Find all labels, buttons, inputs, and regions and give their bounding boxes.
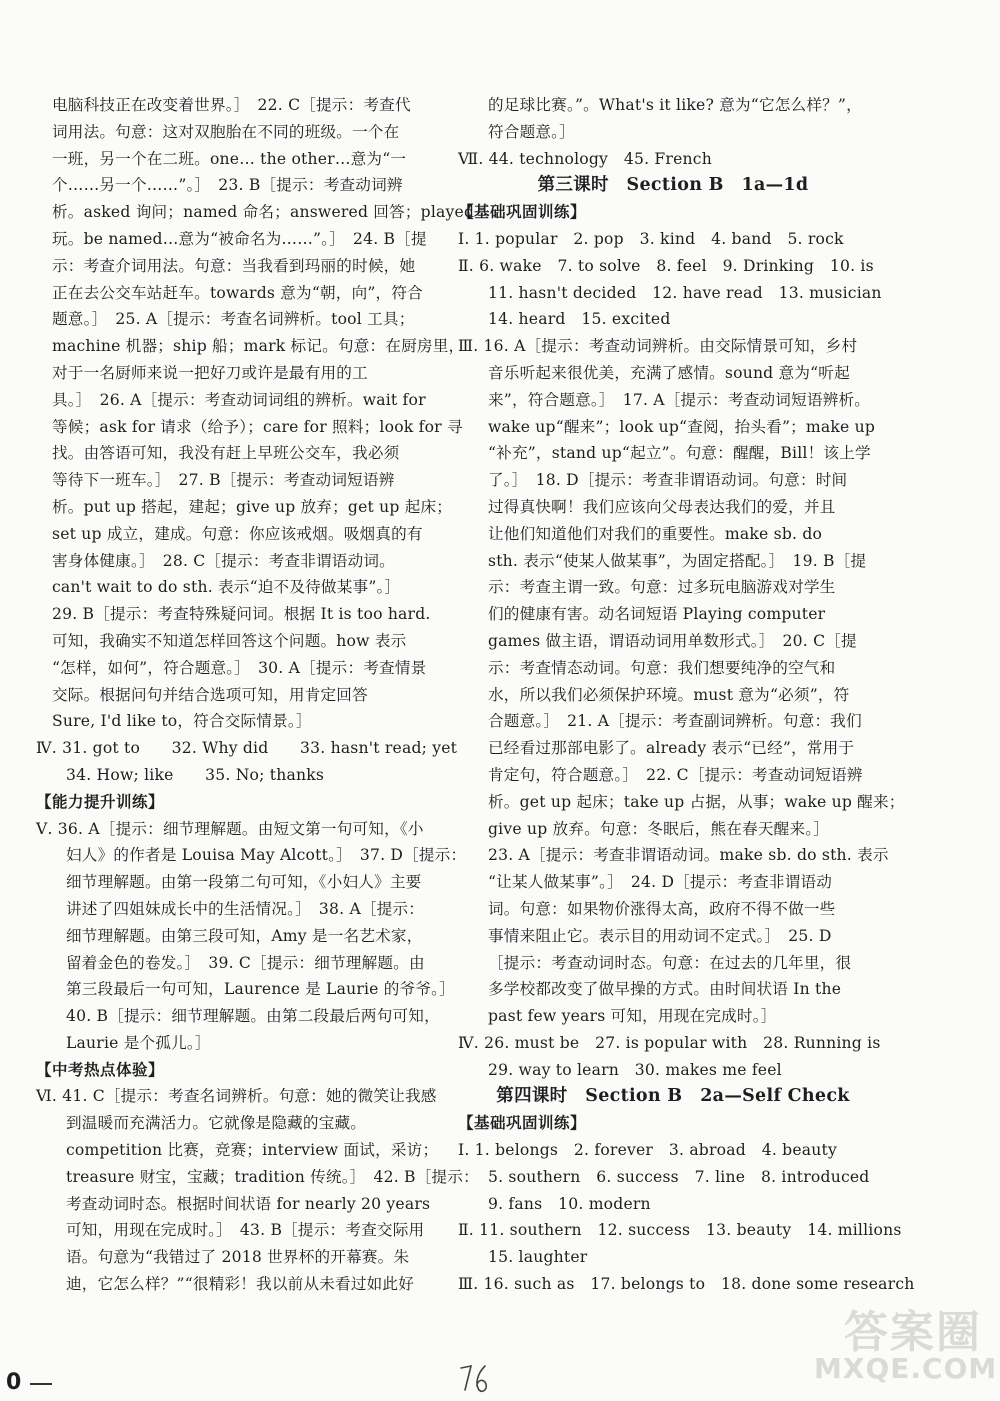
answer-line: 音乐听起来很优美，充满了感情。sound 意为“听起 [488, 363, 850, 382]
answer-line: 可知，我确实不知道怎样回答这个问题。how 表示 [52, 631, 407, 650]
answer-line: 14. heard 15. excited [488, 310, 671, 329]
answer-line: 了。］ 18. D［提示：考查非谓语动词。句意：时间 [488, 471, 848, 490]
answer-line: 妇人》的作者是 Louisa May Alcott。］ 37. D［提示： [66, 846, 467, 865]
answer-line: 示：考查情态动词。句意：我们想要纯净的空气和 [488, 658, 836, 677]
answer-line: 的足球比赛。”。What's it like? 意为“它怎么样？”， [488, 96, 862, 114]
answer-line: 具。］ 26. A［提示：考查动词词组的辨析。wait for [52, 390, 426, 409]
answer-line: past few years 可知，用现在完成时。］ [488, 1007, 777, 1026]
answer-line: 34. How; like 35. No; thanks [66, 765, 325, 784]
answer-line: Ⅱ. 11. southern 12. success 13. beauty 14. millions [458, 1221, 902, 1240]
answer-line: set up 成立，建成。句意：你应该戒烟。吸烟真的有 [52, 524, 423, 543]
answer-line: 来”，符合题意。］ 17. A［提示：考查动词短语辨析。 [488, 390, 871, 409]
answer-line: 肯定句，符合题意。］ 22. C［提示：考查动词短语辨 [488, 765, 863, 784]
answer-line: 事情来阻止它。表示目的用动词不定式。］ 25. D [488, 926, 832, 945]
section-heading: 【能力提升训练】 [36, 792, 165, 811]
answer-line: 细节理解题。由第三段可知，Amy 是一名艺术家， [66, 926, 423, 945]
answer-line: 23. A［提示：考查非谓语动词。make sb. do sth. 表示 [488, 846, 889, 865]
answer-line: 词用法。句意：这对双胞胎在不同的班级。一个在 [52, 122, 400, 141]
answer-line: 讲述了四姐妹成长中的生活情况。］ 38. A［提示： [66, 899, 425, 918]
watermark-url-text: MXQE.COM [814, 1352, 998, 1385]
answer-line: Ⅴ. 36. A［提示：细节理解题。由短文第一句可知，《小 [36, 819, 424, 838]
answer-line: Ⅰ. 1. belongs 2. forever 3. abroad 4. beauty [458, 1141, 837, 1160]
answer-line: Ⅰ. 1. popular 2. pop 3. kind 4. band 5. rock [458, 229, 844, 248]
answer-line: 示：考查主谓一致。句意：过多玩电脑游戏对学生 [488, 578, 836, 597]
page-number: 0 [6, 1370, 22, 1395]
answer-line: 正在去公交车站赶车。towards 意为“朝，向”，符合 [52, 283, 423, 302]
answer-line: 找。由答语可知，我没有赶上早班公交车，我必须 [52, 444, 400, 463]
answer-line: 让他们知道他们对我们的重要性。make sb. do [488, 524, 823, 543]
answer-line: 们的健康有害。动名词短语 Playing computer [488, 605, 826, 624]
answer-line: “怎样，如何”，符合题意。］ 30. A［提示：考查情景 [52, 658, 427, 677]
answer-line: 等待下一班车。］ 27. B［提示：考查动词短语辨 [52, 471, 395, 490]
answer-line: 析。asked 询问；named 命名；answered 回答；played [52, 203, 475, 222]
answer-line: 多学校都改变了做早操的方式。由时间状语 In the [488, 980, 842, 999]
section-heading: 【中考热点体验】 [36, 1060, 165, 1079]
answer-line: 留着金色的卷发。］ 39. C［提示：细节理解题。由 [66, 953, 425, 972]
answer-line: 15. laughter [488, 1248, 588, 1267]
answer-line: 示：考查介词用法。句意：当我看到玛丽的时候，她 [52, 256, 416, 275]
lesson-title: 第三课时 Section B 1a—1d [537, 175, 809, 196]
answer-line: Ⅲ. 16. A［提示：考查动词辨析。由交际情景可知，乡村 [458, 337, 858, 356]
watermark-top-text: 答案圈 [844, 1307, 982, 1358]
section-heading: 【基础巩固训练】 [458, 203, 587, 222]
lesson-title: 第四课时 Section B 2a—Self Check [496, 1086, 850, 1107]
answer-line: Ⅶ. 44. technology 45. French [458, 149, 712, 168]
answer-line: Ⅵ. 41. C［提示：考查名词辨析。句意：她的微笑让我感 [36, 1087, 437, 1106]
answer-line: 一班，另一个在二班。one… the other…意为“一 [52, 149, 407, 168]
answer-line: games 做主语，谓语动词用单数形式。］ 20. C［提 [488, 631, 857, 650]
answer-line: give up 放弃。句意：冬眠后，熊在春天醒来。］ [488, 819, 830, 838]
answer-line: 害身体健康。］ 28. C［提示：考查非谓语动词。 [52, 551, 395, 570]
right-column [458, 92, 915, 1298]
answer-line: wake up“醒来”；look up“查阅，抬头看”；make up [488, 417, 876, 436]
answer-line: “让某人做某事”。］ 24. D［提示：考查非谓语动 [488, 873, 833, 892]
answer-line: 第三段最后一句可知，Laurence 是 Laurie 的爷爷。］ [66, 980, 455, 999]
answer-line: 迪，它怎么样？”“很精彩！我以前从未看过如此好 [66, 1275, 415, 1294]
answer-line: 水，所以我们必须保护环境。must 意为“必须”，符 [488, 685, 850, 704]
answer-line: Ⅳ. 26. must be 27. is popular with 28. Running is [458, 1033, 881, 1052]
answer-line: 析。put up 搭起，建起；give up 放弃；get up 起床； [52, 497, 453, 516]
handwritten-mark-icon [455, 1360, 495, 1400]
answer-line: 题意。］ 25. A［提示：考查名词辨析。tool 工具； [52, 310, 415, 329]
answer-line: sth. 表示“使某人做某事”，为固定搭配。］ 19. B［提 [488, 551, 867, 570]
answer-line: 40. B［提示：细节理解题。由第二段最后两句可知， [66, 1007, 440, 1026]
answer-line: 电脑科技正在改变着世界。］ 22. C［提示：考查代 [52, 96, 411, 114]
answer-line: “补充”，stand up“起立”。句意：醒醒，Bill！该上学 [488, 444, 871, 463]
watermark-logo [804, 1294, 998, 1389]
page-number-rule [30, 1383, 52, 1385]
answer-line: 交际。根据问句并结合选项可知，用肯定回答 [52, 685, 368, 704]
answer-line: 考查动词时态。根据时间状语 for nearly 20 years [66, 1194, 431, 1213]
answer-line: 5. southern 6. success 7. line 8. introduced [488, 1167, 870, 1186]
answer-line: 过得真快啊！我们应该向父母表达我们的爱，并且 [488, 497, 836, 516]
left-column [36, 92, 479, 1298]
answer-line: Ⅲ. 16. such as 17. belongs to 18. done some research [458, 1275, 915, 1294]
answer-line: 11. hasn't decided 12. have read 13. musician [488, 283, 882, 302]
answer-line: 语。句意为“我错过了 2018 世界杯的开幕赛。朱 [66, 1248, 410, 1267]
answer-line: treasure 财宝，宝藏；tradition 传统。］ 42. B［提示： [66, 1167, 479, 1186]
answer-line: 词。句意：如果物价涨得太高，政府不得不做一些 [488, 899, 836, 918]
answer-line: 29. B［提示：考查特殊疑问词。根据 It is too hard. [52, 605, 431, 624]
answer-line: Laurie 是个孤儿。］ [66, 1033, 211, 1052]
answer-line: 玩。be named…意为“被命名为……”。］ 24. B［提 [52, 229, 427, 248]
answer-line: 等候；ask for 请求（给予）；care for 照料；look for 寻 [52, 417, 463, 436]
answer-line: 析。get up 起床；take up 占据，从事；wake up 醒来； [488, 792, 905, 811]
answer-line: 细节理解题。由第一段第二句可知，《小妇人》主要 [66, 873, 422, 892]
answer-line: Ⅳ. 31. got to 32. Why did 33. hasn't read; yet [36, 739, 458, 758]
answer-line: Sure, I'd like to，符合交际情景。］ [52, 712, 312, 731]
answer-line: 可知，用现在完成时。］ 43. B［提示：考查交际用 [66, 1221, 425, 1240]
answer-line: 符合题意。］ [488, 122, 575, 141]
section-heading: 【基础巩固训练】 [458, 1114, 587, 1133]
answer-line: 到温暖而充满活力。它就像是隐藏的宝藏。 [66, 1114, 367, 1133]
answer-line: 已经看过那部电影了。already 表示“已经”，常用于 [488, 739, 855, 758]
answer-line: competition 比赛，竞赛；interview 面试，采访； [66, 1141, 439, 1160]
answer-line: Ⅱ. 6. wake 7. to solve 8. feel 9. Drinking 10. is [458, 256, 874, 275]
answer-line: ［提示：考查动词时态。句意：在过去的几年里，很 [488, 953, 852, 972]
answer-line: machine 机器；ship 船；mark 标记。句意：在厨房里， [52, 337, 465, 356]
answer-line: 9. fans 10. modern [488, 1194, 651, 1213]
answer-line: 个……另一个……”。］ 23. B［提示：考查动词辨 [52, 176, 403, 195]
answer-line: 29. way to learn 30. makes me feel [488, 1060, 782, 1079]
answer-line: 合题意。］ 21. A［提示：考查副词辨析。句意：我们 [488, 712, 862, 731]
answer-line: can't wait to do sth. 表示“迫不及待做某事”。］ [52, 578, 401, 597]
answer-line: 对于一名厨师来说一把好刀或许是最有用的工 [52, 363, 368, 382]
